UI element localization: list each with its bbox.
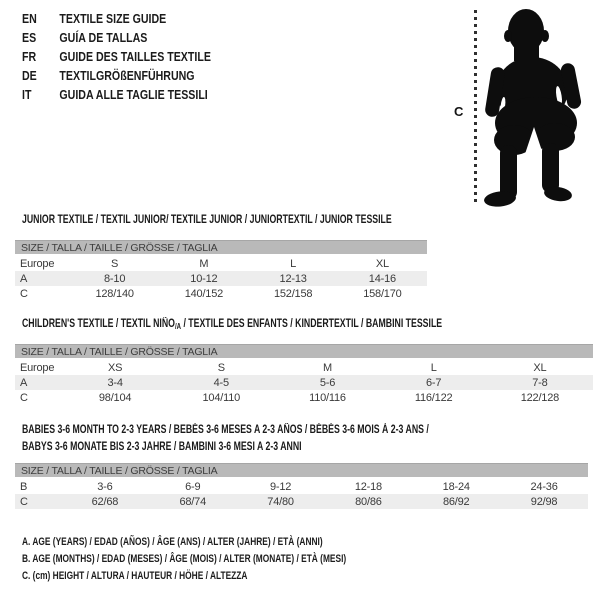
size-cell: 140/152 bbox=[184, 287, 224, 300]
footnotes bbox=[22, 534, 449, 585]
row-label: C bbox=[20, 287, 28, 300]
title-text: BABIES 3-6 MONTH TO 2-3 YEARS / BEBÉS 3-6 MESES A 2-3 AÑOS / BÉBÉS 3-6 MOIS À 2-3 ANS / bbox=[22, 424, 429, 436]
language-row bbox=[22, 86, 211, 105]
language-code: ES bbox=[22, 31, 37, 45]
footnote-c: C. (cm) HEIGHT / ALTURA / HAUTEUR / HÖHE / ALTEZZA bbox=[22, 570, 248, 582]
size-cell: 74/80 bbox=[237, 494, 325, 509]
language-title: TEXTILGRÖßENFÜHRUNG bbox=[59, 69, 195, 83]
baby-silhouette-icon bbox=[482, 5, 594, 208]
size-cell: 14-16 bbox=[338, 271, 427, 286]
size-cell: 6-9 bbox=[185, 480, 201, 493]
size-cell: 122/128 bbox=[520, 391, 560, 404]
size-cell: L bbox=[290, 257, 297, 270]
table-row bbox=[15, 359, 593, 375]
height-dashed-line bbox=[474, 10, 477, 206]
size-cell: 110/116 bbox=[309, 391, 346, 404]
size-cell: 7-8 bbox=[487, 375, 593, 390]
language-row bbox=[22, 10, 211, 29]
title-text: JUNIOR TEXTILE / TEXTIL JUNIOR/ TEXTILE JUNIOR / JUNIORTEXTIL / JUNIOR TESSILE bbox=[22, 214, 392, 226]
row-label: B bbox=[20, 480, 28, 493]
size-cell: 92/98 bbox=[500, 494, 588, 509]
language-code: DE bbox=[22, 69, 37, 83]
size-cell: 152/158 bbox=[273, 287, 313, 300]
size-cell: M bbox=[322, 361, 332, 374]
table-row bbox=[15, 494, 588, 509]
row-label: C bbox=[15, 494, 61, 509]
table-row bbox=[15, 286, 427, 301]
row-label: Europe bbox=[20, 361, 55, 374]
language-row bbox=[22, 48, 211, 67]
size-cell: 86/92 bbox=[412, 494, 500, 509]
footnote-b: B. AGE (MONTHS) / EDAD (MESES) / ÂGE (MOIS) / ALTER (MONATE) / ETÀ (MESI) bbox=[22, 553, 347, 565]
size-header-bar: SIZE / TALLA / TAILLE / GRÖSSE / TAGLIA bbox=[15, 464, 588, 479]
height-label-c: C bbox=[454, 104, 464, 119]
size-cell: XL bbox=[533, 361, 547, 374]
title-text: CHILDREN'S TEXTILE / TEXTIL NIÑO bbox=[22, 318, 175, 330]
size-cell: 12-18 bbox=[354, 480, 382, 493]
size-cell: 104/110 bbox=[202, 391, 241, 404]
footnote-a: A. AGE (YEARS) / EDAD (AÑOS) / ÂGE (ANS) / ALTER (JAHRE) / ETÀ (ANNI) bbox=[22, 536, 323, 548]
size-cell: 3-4 bbox=[62, 375, 168, 390]
size-cell: 5-6 bbox=[274, 375, 380, 390]
size-header-bar: SIZE / TALLA / TAILLE / GRÖSSE / TAGLIA bbox=[15, 241, 427, 256]
size-cell: 128/140 bbox=[95, 287, 134, 300]
size-cell: L bbox=[430, 361, 437, 374]
language-title: TEXTILE SIZE GUIDE bbox=[59, 12, 167, 26]
table-row bbox=[15, 255, 427, 271]
size-cell: XS bbox=[107, 361, 123, 374]
table-row bbox=[15, 271, 427, 286]
size-cell: 62/68 bbox=[61, 494, 149, 509]
language-row bbox=[22, 67, 211, 86]
babies-section-title bbox=[22, 423, 557, 455]
size-cell: XL bbox=[375, 257, 389, 270]
size-cell: S bbox=[111, 257, 119, 270]
size-cell: 3-6 bbox=[97, 480, 113, 493]
size-cell: 12-13 bbox=[249, 271, 338, 286]
language-code: FR bbox=[22, 50, 37, 64]
title-sub: /A bbox=[174, 322, 182, 331]
babies-size-table bbox=[15, 463, 588, 509]
language-title: GUIDE DES TAILLES TEXTILE bbox=[59, 50, 211, 64]
junior-section-title bbox=[22, 213, 508, 230]
size-cell: 8-10 bbox=[70, 271, 159, 286]
size-cell: 10-12 bbox=[159, 271, 248, 286]
junior-size-table bbox=[15, 240, 427, 301]
size-cell: 18-24 bbox=[442, 480, 470, 493]
size-cell: 9-12 bbox=[269, 480, 292, 493]
language-code: EN bbox=[22, 12, 37, 26]
table-row bbox=[15, 390, 593, 405]
size-cell: 6-7 bbox=[381, 375, 487, 390]
size-cell: S bbox=[217, 361, 225, 374]
size-cell: 98/104 bbox=[98, 391, 132, 404]
language-list bbox=[22, 10, 244, 105]
size-cell: M bbox=[199, 257, 209, 270]
language-title: GUIDA ALLE TAGLIE TESSILI bbox=[59, 88, 208, 102]
size-cell: 80/86 bbox=[324, 494, 412, 509]
title-text: / TEXTILE DES ENFANTS / KINDERTEXTIL / BAMBINI TESSILE bbox=[181, 318, 443, 330]
size-cell: 116/122 bbox=[414, 391, 453, 404]
children-section-title bbox=[22, 317, 575, 334]
language-row bbox=[22, 29, 211, 48]
row-label: A bbox=[15, 375, 62, 390]
row-label: Europe bbox=[20, 257, 55, 270]
size-cell: 68/74 bbox=[149, 494, 237, 509]
table-row bbox=[15, 478, 588, 494]
language-title: GUÍA DE TALLAS bbox=[59, 31, 148, 45]
language-code: IT bbox=[22, 88, 32, 102]
row-label: A bbox=[15, 271, 70, 286]
size-cell: 24-36 bbox=[530, 480, 558, 493]
size-cell: 4-5 bbox=[168, 375, 274, 390]
size-header-bar: SIZE / TALLA / TAILLE / GRÖSSE / TAGLIA bbox=[15, 345, 593, 360]
size-cell: 158/170 bbox=[363, 287, 402, 300]
children-size-table bbox=[15, 344, 593, 405]
title-line2: BABYS 3-6 MONATE BIS 2-3 JAHRE / BAMBINI 3-6 MESI A 2-3 ANNI bbox=[22, 441, 302, 453]
table-row bbox=[15, 375, 593, 390]
row-label: C bbox=[20, 391, 28, 404]
